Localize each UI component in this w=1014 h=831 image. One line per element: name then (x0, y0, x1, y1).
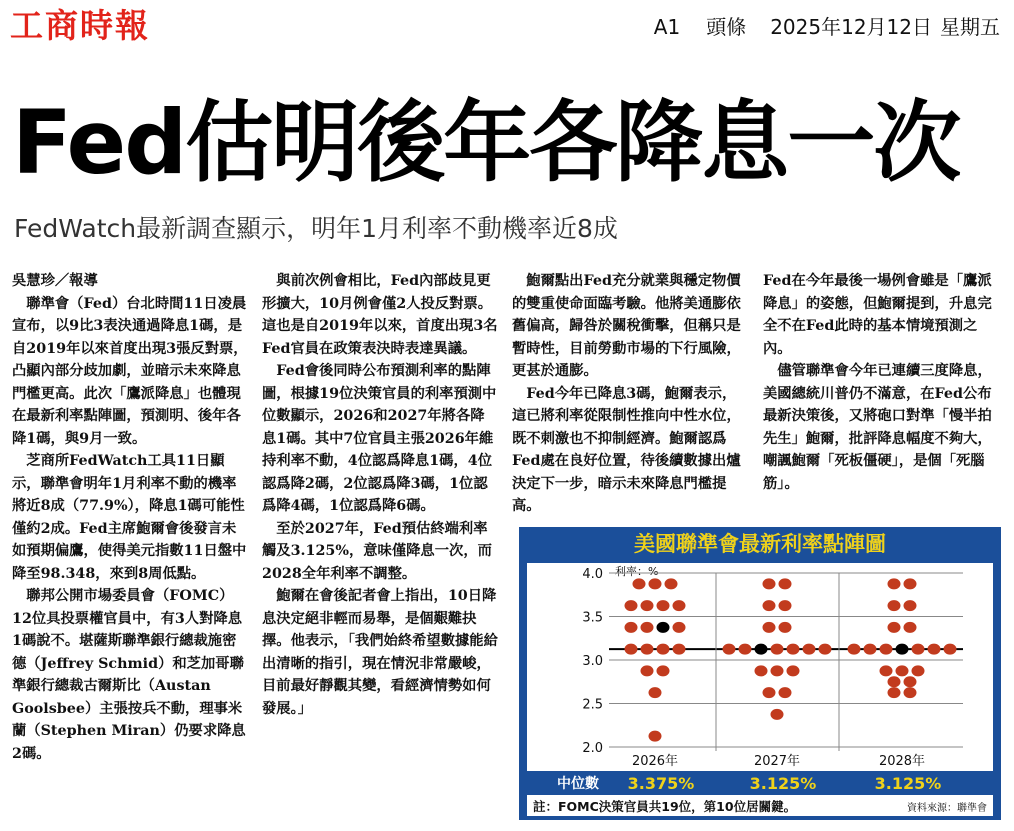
paragraph: 鮑爾點出Fed充分就業與穩定物價的雙重使命面臨考驗。他將美通膨依舊偏高，歸咎於關稅衝擊，但稱只是暫時性，目前勞動市場的下行風險，更甚於通膨。 (512, 273, 741, 379)
dot (763, 687, 776, 698)
dot (641, 622, 654, 633)
y-tick-label: 3.0 (582, 654, 603, 669)
dot (896, 665, 909, 676)
x-tick-label: 2028年 (878, 754, 926, 769)
x-tick-label: 2026年 (631, 754, 679, 769)
dot (819, 644, 832, 655)
dot (625, 622, 638, 633)
dot (888, 600, 901, 611)
paragraph: 與前次例會相比，Fed內部歧見更形擴大，10月例會僅2人投反對票。這也是自2019年以來，首度出現3名Fed官員在政策表決時表達異議。 (262, 273, 498, 357)
dot (625, 600, 638, 611)
dot (673, 644, 686, 655)
x-tick-label: 2027年 (753, 754, 801, 769)
dot (657, 644, 670, 655)
dot (864, 644, 877, 655)
chart-title: 美國聯準會最新利率點陣圖 (634, 532, 886, 556)
paragraph: Fed會後同時公布預測利率的點陣圖，根據19位決策官員的利率預測中位數顯示，2026和2027年將各降息1碼。其中7位官員主張2026年維持利率不動，4位認爲降息1碼，4位認爲降2碼，2位認爲降3碼，1位認爲降4碼，1位認爲降6碼。 (262, 363, 497, 514)
dot (779, 687, 792, 698)
dot (673, 600, 686, 611)
dot (904, 578, 917, 589)
dot (848, 644, 861, 655)
dot (904, 676, 917, 687)
dot-plot-svg (519, 527, 1001, 820)
dot (944, 644, 957, 655)
median-dot (896, 644, 909, 655)
dot (771, 709, 784, 720)
y-tick-label: 3.5 (582, 610, 603, 626)
dot (673, 622, 686, 633)
paragraph: 鮑爾在會後記者會上指出，10日降息決定絕非輕而易舉，是個艱難抉擇。他表示，「我們始終希望數據能給出清晰的指引，現在情況非常嚴峻，目前最好靜觀其變，看經濟情勢如何發展。」 (262, 588, 498, 717)
article-column-4 (763, 270, 999, 495)
dot (723, 644, 736, 655)
paragraph: 聯邦公開市場委員會（FOMC）12位具投票權官員中，有3人對降息1碼說不。堪薩斯聯準銀行總裁施密德（Jeffrey Schmid）和芝加哥聯準銀行總裁古爾斯比（Austan Goolsbee）主張按兵不動，理事米蘭（Stephen Miran）仍要求降息2碼。 (12, 588, 246, 762)
dot (649, 731, 662, 742)
y-tick-label: 2.5 (582, 697, 603, 713)
newspaper-logo: 工商時報 (10, 6, 150, 45)
publish-weekday: 星期五 (940, 15, 1000, 39)
dot (888, 687, 901, 698)
dot (649, 687, 662, 698)
dot (928, 644, 941, 655)
dot (763, 600, 776, 611)
paragraph: Fed今年已降息3碼，鮑爾表示，這已將利率從限制性推向中性水位，既不刺激也不抑制經濟。鮑爾認爲Fed處在良好位置，待後續數據出爐決定下一步，暗示未來降息門檻提高。 (512, 385, 741, 514)
dot (904, 687, 917, 698)
median-dot (755, 644, 768, 655)
dot (763, 578, 776, 589)
median-value: 3.125% (874, 774, 942, 793)
dot (665, 578, 678, 589)
dot-plot-chart (519, 527, 1001, 820)
dot (880, 665, 893, 676)
dot (641, 600, 654, 611)
dot (880, 644, 893, 655)
paragraph: 聯準會（Fed）台北時間11日凌晨宣布，以9比3表決通過降息1碼，是自2019年以來首度出現3張反對票，凸顯內部分歧加劇，並暗示未來降息門檻更高。此次「鷹派降息」也體現在最新利率點陣圖，預測明、後年各降1碼，與9月一致。 (12, 295, 248, 447)
dot (779, 622, 792, 633)
dot (755, 665, 768, 676)
y-tick-label: 2.0 (582, 741, 603, 756)
dot (633, 578, 646, 589)
paragraph: 至於2027年，Fed預估終端利率觸及3.125%，意味僅降息一次，而2028全年利率不調整。 (262, 520, 492, 582)
median-value: 3.375% (627, 774, 695, 793)
dot (771, 665, 784, 676)
paragraph: 儘管聯準會今年已連續三度降息，美國總統川普仍不滿意，在Fed公布最新決策後，又將砲口對準「慢半拍先生」鮑爾，批評降息幅度不夠大，嘲諷鮑爾「死板僵硬」，是個「死腦筋」。 (763, 363, 992, 492)
dot (803, 644, 816, 655)
masthead-info (654, 14, 1000, 40)
dot (787, 644, 800, 655)
median-dot (657, 622, 670, 633)
dot (641, 665, 654, 676)
chart-source: 資料來源：聯準會 (907, 803, 987, 814)
paragraph: 芝商所FedWatch工具11日顯示，聯準會明年1月利率不動的機率將近8成（77.9%），降息1碼可能性僅約2成。Fed主席鮑爾會後發言未如預期偏鷹，使得美元指數11日盤中降至98.348，來到8周低點。 (12, 453, 247, 582)
paragraph: Fed在今年最後一場例會雖是「鷹派降息」的姿態，但鮑爾提到，升息完全不在Fed此時的基本情境預測之內。 (763, 273, 992, 357)
dot (657, 665, 670, 676)
dot (904, 622, 917, 633)
dot (771, 644, 784, 655)
y-axis-label: 利率：% (615, 565, 659, 578)
dot (779, 600, 792, 611)
publish-date: 2025年12月12日 (770, 15, 932, 39)
median-value: 3.125% (749, 774, 817, 793)
y-tick-label: 4.0 (582, 567, 603, 582)
dot (625, 644, 638, 655)
dot (888, 622, 901, 633)
page-category: 頭條 (706, 15, 747, 39)
byline: 吳慧珍／報導 (12, 273, 98, 289)
dot (787, 665, 800, 676)
dot (657, 600, 670, 611)
dot (912, 665, 925, 676)
dot (888, 578, 901, 589)
dot (763, 622, 776, 633)
chart-note: 註：FOMC決策官員共19位，第10位居關鍵。 (533, 799, 797, 814)
page-section: A1 (653, 15, 681, 39)
dot (912, 644, 925, 655)
dot (888, 676, 901, 687)
subheadline: FedWatch最新調查顯示，明年1月利率不動機率近8成 (14, 214, 618, 243)
article-column-2 (262, 270, 498, 720)
dot (904, 600, 917, 611)
dot (779, 578, 792, 589)
median-label: 中位數 (557, 776, 599, 792)
headline: Fed估明後年各降息一次 (12, 91, 960, 194)
dot (739, 644, 752, 655)
article-column-3 (512, 270, 748, 518)
dot (649, 578, 662, 589)
dot (641, 644, 654, 655)
article-column-1 (12, 270, 248, 765)
